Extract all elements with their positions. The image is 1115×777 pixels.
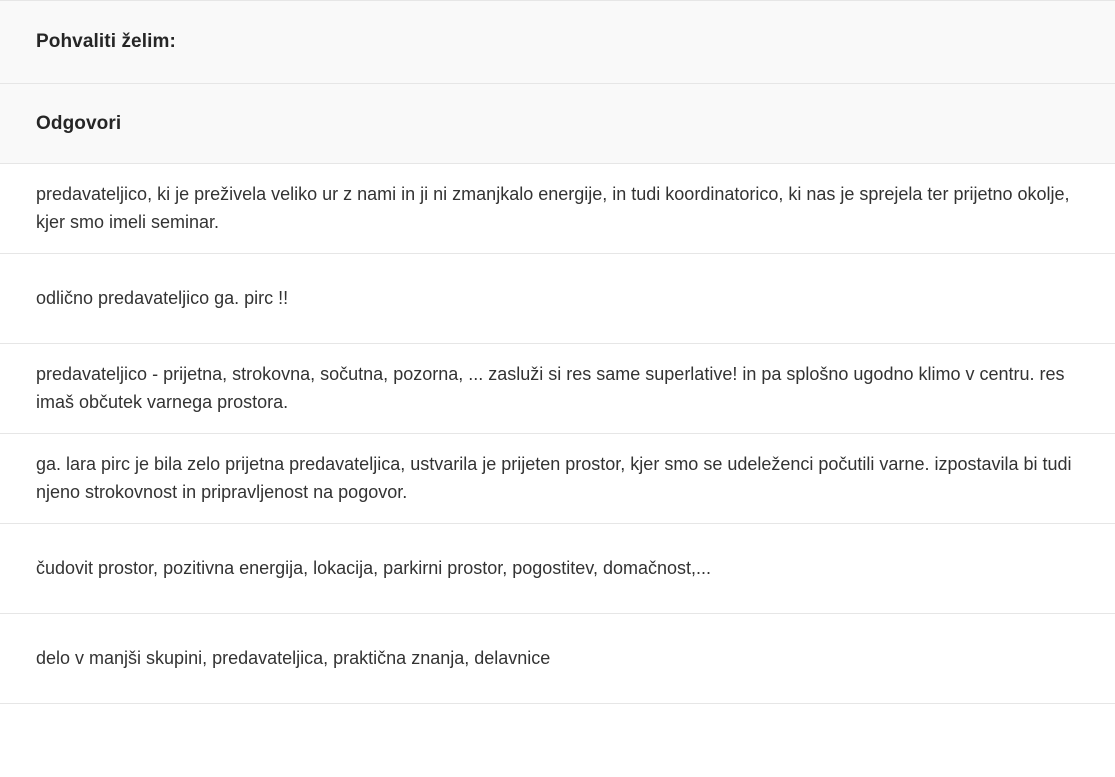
table-row	[0, 344, 1115, 434]
table-row	[0, 614, 1115, 704]
answer-text: ga. lara pirc je bila zelo prijetna predavateljica, ustvarila je prijeten prostor, kjer smo se udeleženci počutili varne. izpostavila bi tudi njeno strokovnost in pripravljenost na pogovor.	[36, 454, 1072, 502]
answer-text: delo v manjši skupini, predavateljica, praktična znanja, delavnice	[36, 647, 551, 668]
table-row	[0, 254, 1115, 344]
table-row	[0, 524, 1115, 614]
question-label: Pohvaliti želim:	[36, 31, 176, 52]
answer-text: predavateljico - prijetna, strokovna, sočutna, pozorna, ... zasluži si res same superlative! in pa splošno ugodno klimo v centru. res imaš občutek varnega prostora.	[36, 364, 1065, 412]
answers-column-header: Odgovori	[36, 112, 122, 134]
answer-text: čudovit prostor, pozitivna energija, lokacija, parkirni prostor, pogostitev, domačnost,...	[36, 557, 712, 578]
table-row	[0, 164, 1115, 254]
question-row	[0, 0, 1115, 84]
answers-header-row	[0, 84, 1115, 164]
answer-text: odlično predavateljico ga. pirc !!	[36, 287, 289, 308]
table-row	[0, 434, 1115, 524]
answer-text: predavateljico, ki je preživela veliko ur z nami in ji ni zmanjkalo energije, in tudi koordinatorico, ki nas je sprejela ter prijetno okolje, kjer smo imeli seminar.	[36, 184, 1070, 232]
